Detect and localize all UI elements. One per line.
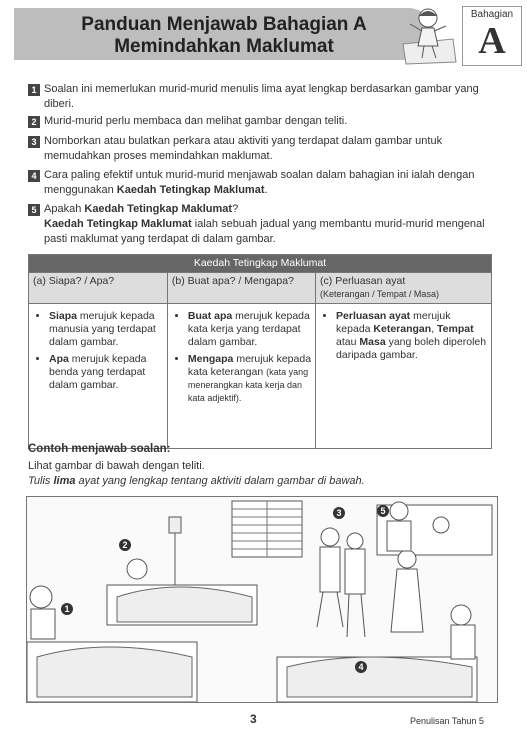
- svg-text:2: 2: [122, 540, 128, 550]
- item-number-1: 1: [28, 84, 40, 96]
- page-number: 3: [250, 712, 257, 726]
- item-text-3: Nomborkan atau bulatkan perkara atau aktiviti yang terdapat dalam gambar untuk memudahkan proses memindahkan maklumat.: [44, 135, 443, 162]
- item-text-5: Apakah Kaedah Tetingkap Maklumat? Kaedah Tetingkap Maklumat ialah sebuah jadual yang membantu murid-murid mengenal pasti maklumat yang terdapat di dalam gambar.: [44, 203, 485, 245]
- marker-2: [119, 539, 131, 551]
- item-number-3: 3: [28, 136, 40, 148]
- item-text-1: Soalan ini memerlukan murid-murid menulis lima ayat lengkap berdasarkan gambar yang diberi.: [44, 83, 479, 110]
- column-header-c: (c) Perluasan ayat (Keterangan / Tempat / Masa): [316, 273, 492, 304]
- column-b-content: • Buat apa merujuk kepada kata kerja yang terdapat dalam gambar. • Mengapa merujuk kepada kata keterangan (kata yang menerangkan kata kerja dan kata adjektif).: [167, 304, 315, 449]
- svg-text:3: 3: [336, 508, 342, 518]
- hospital-ward-illustration: [26, 496, 498, 703]
- item-number-5: 5: [28, 204, 40, 216]
- marker-3: [333, 507, 345, 519]
- title-line-2: Memindahkan Maklumat: [114, 36, 334, 57]
- book-title: Penulisan Tahun 5: [410, 716, 484, 726]
- ward-drawing: [27, 497, 497, 702]
- title-banner: [14, 8, 434, 60]
- item-text-2: Murid-murid perlu membaca dan melihat gambar dengan teliti.: [44, 115, 348, 127]
- item-number-4: 4: [28, 170, 40, 182]
- section-letter: A: [478, 20, 506, 62]
- svg-text:1: 1: [64, 604, 70, 614]
- marker-5: [377, 505, 389, 517]
- column-header-b: (b) Buat apa? / Mengapa?: [167, 273, 315, 304]
- section-label: Bahagian: [470, 9, 514, 20]
- title-line-1: Panduan Menjawab Bahagian A: [81, 14, 367, 35]
- column-c-content: • Perluasan ayat merujuk kepada Keterangan, Tempat atau Masa yang boleh diperoleh daripada gambar.: [316, 304, 492, 449]
- svg-text:4: 4: [358, 662, 364, 672]
- marker-4: [355, 661, 367, 673]
- example-title: Contoh menjawab soalan:: [28, 443, 171, 455]
- svg-text:5: 5: [380, 506, 386, 516]
- column-header-a: (a) Siapa? / Apa?: [29, 273, 168, 304]
- girl-illustration: [398, 4, 458, 66]
- example-instruction-2: Tulis lima ayat yang lengkap tentang aktiviti dalam gambar di bawah.: [28, 475, 365, 487]
- marker-1: [61, 603, 73, 615]
- section-badge: [462, 6, 522, 66]
- info-window-table: [28, 254, 492, 449]
- example-instruction-1: Lihat gambar di bawah dengan teliti.: [28, 460, 205, 472]
- page-title: [14, 14, 434, 58]
- column-a-content: • Siapa merujuk kepada manusia yang terdapat dalam gambar. • Apa merujuk kepada benda yang terdapat dalam gambar.: [29, 304, 168, 449]
- item-text-4: Cara paling efektif untuk murid-murid menjawab soalan dalam bahagian ini ialah dengan menggunakan Kaedah Tetingkap Maklumat.: [44, 169, 475, 196]
- item-number-2: 2: [28, 116, 40, 128]
- table-caption: Kaedah Tetingkap Maklumat: [29, 255, 492, 273]
